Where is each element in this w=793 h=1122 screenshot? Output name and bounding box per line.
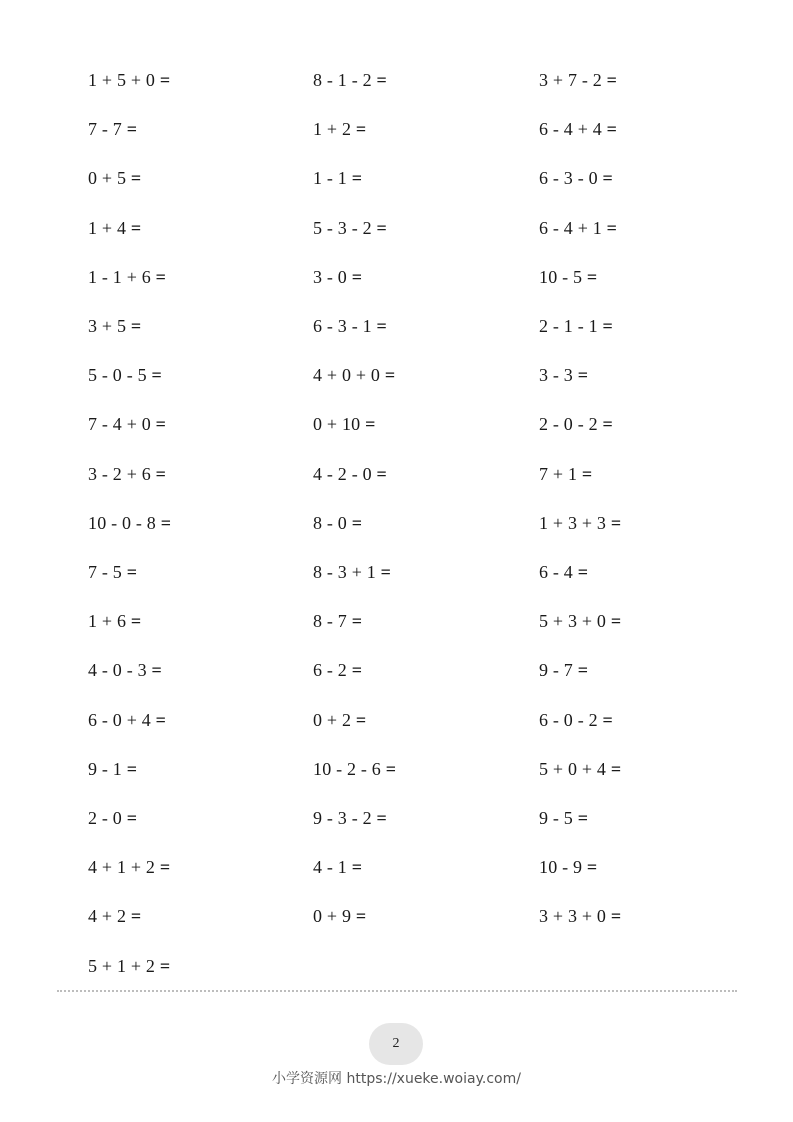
math-problem bbox=[539, 118, 617, 140]
problem-expression: 6 - 3 - 1 bbox=[313, 316, 372, 336]
problem-expression: 8 - 0 bbox=[313, 512, 347, 533]
equals-sign: = bbox=[155, 463, 167, 484]
problem-expression: 4 + 0 + 0 bbox=[313, 365, 381, 386]
equals-sign: = bbox=[130, 316, 142, 336]
equals-sign: = bbox=[606, 217, 618, 238]
problem-expression: 0 + 2 bbox=[313, 709, 352, 730]
math-problem bbox=[88, 69, 170, 91]
problem-expression: 10 - 0 - 8 bbox=[88, 512, 156, 533]
problem-expression: 4 + 1 + 2 bbox=[88, 857, 156, 878]
math-problem bbox=[539, 561, 588, 583]
problem-expression: 1 + 4 bbox=[88, 217, 127, 238]
math-problem bbox=[539, 659, 588, 681]
math-problem bbox=[88, 709, 166, 731]
equals-sign: = bbox=[351, 266, 363, 287]
equals-sign: = bbox=[376, 316, 387, 336]
math-problem bbox=[88, 364, 162, 386]
math-problem bbox=[539, 709, 613, 731]
equals-sign: = bbox=[130, 906, 142, 927]
problem-expression: 6 - 4 + 1 bbox=[539, 217, 602, 238]
problem-expression: 3 + 5 bbox=[88, 316, 127, 336]
math-problem bbox=[539, 364, 588, 386]
equals-sign: = bbox=[365, 414, 376, 435]
problem-expression: 6 - 3 - 0 bbox=[539, 168, 598, 189]
math-problem bbox=[313, 69, 387, 91]
problem-expression: 7 - 4 + 0 bbox=[88, 414, 151, 435]
problem-expression: 3 - 0 bbox=[313, 266, 347, 287]
math-problem bbox=[539, 512, 621, 534]
math-problem bbox=[313, 856, 362, 878]
equals-sign: = bbox=[155, 414, 167, 435]
problem-expression: 1 + 3 + 3 bbox=[539, 512, 607, 533]
math-problem bbox=[539, 807, 588, 829]
equals-sign: = bbox=[376, 217, 387, 238]
math-problem bbox=[539, 69, 617, 91]
problem-expression: 6 - 2 bbox=[313, 660, 347, 681]
equals-sign: = bbox=[130, 611, 142, 632]
problem-expression: 10 - 2 - 6 bbox=[313, 758, 381, 779]
equals-sign: = bbox=[610, 906, 622, 927]
math-problem bbox=[539, 315, 613, 337]
problem-expression: 8 - 3 + 1 bbox=[313, 562, 376, 582]
equals-sign: = bbox=[159, 955, 171, 976]
equals-sign: = bbox=[351, 512, 363, 533]
math-problem bbox=[88, 955, 170, 977]
equals-sign: = bbox=[126, 758, 138, 779]
math-problem bbox=[313, 217, 387, 239]
problem-expression: 4 + 2 bbox=[88, 906, 127, 927]
problem-expression: 1 + 6 bbox=[88, 611, 127, 632]
math-problem bbox=[88, 659, 162, 681]
math-problem bbox=[88, 856, 170, 878]
math-problem bbox=[539, 266, 597, 288]
equals-sign: = bbox=[610, 611, 622, 632]
problem-expression: 8 - 1 - 2 bbox=[313, 70, 372, 90]
math-problem bbox=[313, 463, 387, 485]
equals-sign: = bbox=[376, 808, 387, 828]
math-problem bbox=[313, 118, 366, 140]
problem-expression: 6 - 0 + 4 bbox=[88, 709, 151, 730]
equals-sign: = bbox=[577, 562, 589, 582]
equals-sign: = bbox=[159, 857, 171, 878]
equals-sign: = bbox=[581, 463, 593, 484]
equals-sign: = bbox=[126, 119, 138, 140]
equals-sign: = bbox=[351, 660, 363, 681]
equals-sign: = bbox=[586, 266, 598, 287]
problem-expression: 8 - 7 bbox=[313, 611, 347, 632]
problem-expression: 1 + 2 bbox=[313, 119, 352, 140]
math-problem bbox=[313, 512, 362, 534]
equals-sign: = bbox=[155, 709, 167, 730]
dotted-divider bbox=[57, 990, 737, 992]
equals-sign: = bbox=[602, 168, 613, 189]
equals-sign: = bbox=[355, 119, 367, 140]
equals-sign: = bbox=[602, 414, 613, 435]
equals-sign: = bbox=[151, 365, 162, 386]
problem-expression: 3 + 7 - 2 bbox=[539, 70, 602, 90]
equals-sign: = bbox=[151, 660, 162, 681]
problem-expression: 7 - 7 bbox=[88, 119, 122, 140]
problem-expression: 0 + 10 bbox=[313, 414, 361, 435]
math-problem bbox=[88, 266, 166, 288]
math-problem bbox=[313, 315, 387, 337]
math-problem bbox=[539, 905, 621, 927]
problem-expression: 6 - 4 + 4 bbox=[539, 119, 602, 140]
math-problem bbox=[313, 807, 387, 829]
equals-sign: = bbox=[351, 857, 363, 878]
footer-source-text: 小学资源网 https://xueke.woiay.com/ bbox=[272, 1071, 521, 1087]
math-problem bbox=[313, 266, 362, 288]
equals-sign: = bbox=[577, 660, 589, 681]
math-problem bbox=[539, 167, 613, 189]
equals-sign: = bbox=[351, 168, 363, 189]
problem-expression: 5 - 3 - 2 bbox=[313, 217, 372, 238]
math-problem bbox=[88, 217, 141, 239]
problem-expression: 5 - 0 - 5 bbox=[88, 365, 147, 386]
problem-expression: 1 - 1 bbox=[313, 168, 347, 189]
equals-sign: = bbox=[577, 808, 589, 828]
math-problem bbox=[313, 610, 362, 632]
math-problem bbox=[539, 413, 613, 435]
problem-expression: 2 - 0 - 2 bbox=[539, 414, 598, 435]
equals-sign: = bbox=[384, 365, 396, 386]
problem-expression: 2 - 1 - 1 bbox=[539, 316, 598, 336]
problem-expression: 4 - 0 - 3 bbox=[88, 660, 147, 681]
equals-sign: = bbox=[130, 168, 142, 189]
problem-expression: 9 - 5 bbox=[539, 808, 573, 828]
equals-sign: = bbox=[385, 758, 397, 779]
problem-expression: 6 - 4 bbox=[539, 562, 573, 582]
equals-sign: = bbox=[602, 709, 613, 730]
equals-sign: = bbox=[126, 562, 138, 582]
problem-expression: 0 + 5 bbox=[88, 168, 127, 189]
math-problem bbox=[88, 413, 166, 435]
problem-expression: 9 - 7 bbox=[539, 660, 573, 681]
problem-expression: 1 + 5 + 0 bbox=[88, 70, 156, 90]
math-problem bbox=[88, 561, 137, 583]
equals-sign: = bbox=[376, 70, 387, 90]
equals-sign: = bbox=[351, 611, 363, 632]
problem-expression: 4 - 1 bbox=[313, 857, 347, 878]
math-problem bbox=[313, 413, 376, 435]
equals-sign: = bbox=[602, 316, 613, 336]
equals-sign: = bbox=[159, 70, 171, 90]
equals-sign: = bbox=[606, 119, 618, 140]
page-number-badge: 2 bbox=[369, 1023, 423, 1065]
math-problem bbox=[88, 118, 137, 140]
math-problem bbox=[88, 512, 171, 534]
problem-expression: 5 + 0 + 4 bbox=[539, 758, 607, 779]
problem-expression: 5 + 3 + 0 bbox=[539, 611, 607, 632]
math-problem bbox=[539, 610, 621, 632]
problem-expression: 9 - 3 - 2 bbox=[313, 808, 372, 828]
equals-sign: = bbox=[355, 709, 367, 730]
equals-sign: = bbox=[380, 562, 392, 582]
math-problem bbox=[88, 463, 166, 485]
math-problem bbox=[313, 659, 362, 681]
problem-expression: 3 - 3 bbox=[539, 365, 573, 386]
problem-expression: 10 - 9 bbox=[539, 857, 583, 878]
equals-sign: = bbox=[130, 217, 142, 238]
math-problem bbox=[88, 758, 137, 780]
problem-expression: 5 + 1 + 2 bbox=[88, 955, 156, 976]
math-problem bbox=[313, 364, 395, 386]
math-problem bbox=[313, 167, 362, 189]
equals-sign: = bbox=[376, 463, 387, 484]
math-problem bbox=[539, 217, 617, 239]
math-problem bbox=[313, 561, 391, 583]
problem-expression: 2 - 0 bbox=[88, 808, 122, 828]
problem-expression: 4 - 2 - 0 bbox=[313, 463, 372, 484]
math-problem bbox=[539, 758, 621, 780]
math-problem bbox=[88, 167, 141, 189]
math-problem bbox=[539, 856, 597, 878]
math-problem bbox=[313, 905, 366, 927]
problem-expression: 3 - 2 + 6 bbox=[88, 463, 151, 484]
equals-sign: = bbox=[610, 512, 622, 533]
math-problem bbox=[88, 610, 141, 632]
problem-expression: 7 - 5 bbox=[88, 562, 122, 582]
problem-expression: 6 - 0 - 2 bbox=[539, 709, 598, 730]
equals-sign: = bbox=[126, 808, 138, 828]
equals-sign: = bbox=[160, 512, 172, 533]
equals-sign: = bbox=[355, 906, 367, 927]
math-problem bbox=[88, 807, 137, 829]
math-problem bbox=[88, 905, 141, 927]
equals-sign: = bbox=[610, 758, 622, 779]
problem-expression: 3 + 3 + 0 bbox=[539, 906, 607, 927]
math-problem bbox=[539, 463, 592, 485]
equals-sign: = bbox=[606, 70, 618, 90]
equals-sign: = bbox=[586, 857, 598, 878]
problem-expression: 9 - 1 bbox=[88, 758, 122, 779]
math-problem bbox=[313, 709, 366, 731]
problem-expression: 10 - 5 bbox=[539, 266, 583, 287]
equals-sign: = bbox=[577, 365, 589, 386]
problem-expression: 0 + 9 bbox=[313, 906, 352, 927]
problem-expression: 1 - 1 + 6 bbox=[88, 266, 151, 287]
problem-expression: 7 + 1 bbox=[539, 463, 578, 484]
math-problem bbox=[88, 315, 141, 337]
equals-sign: = bbox=[155, 266, 167, 287]
math-problem bbox=[313, 758, 396, 780]
